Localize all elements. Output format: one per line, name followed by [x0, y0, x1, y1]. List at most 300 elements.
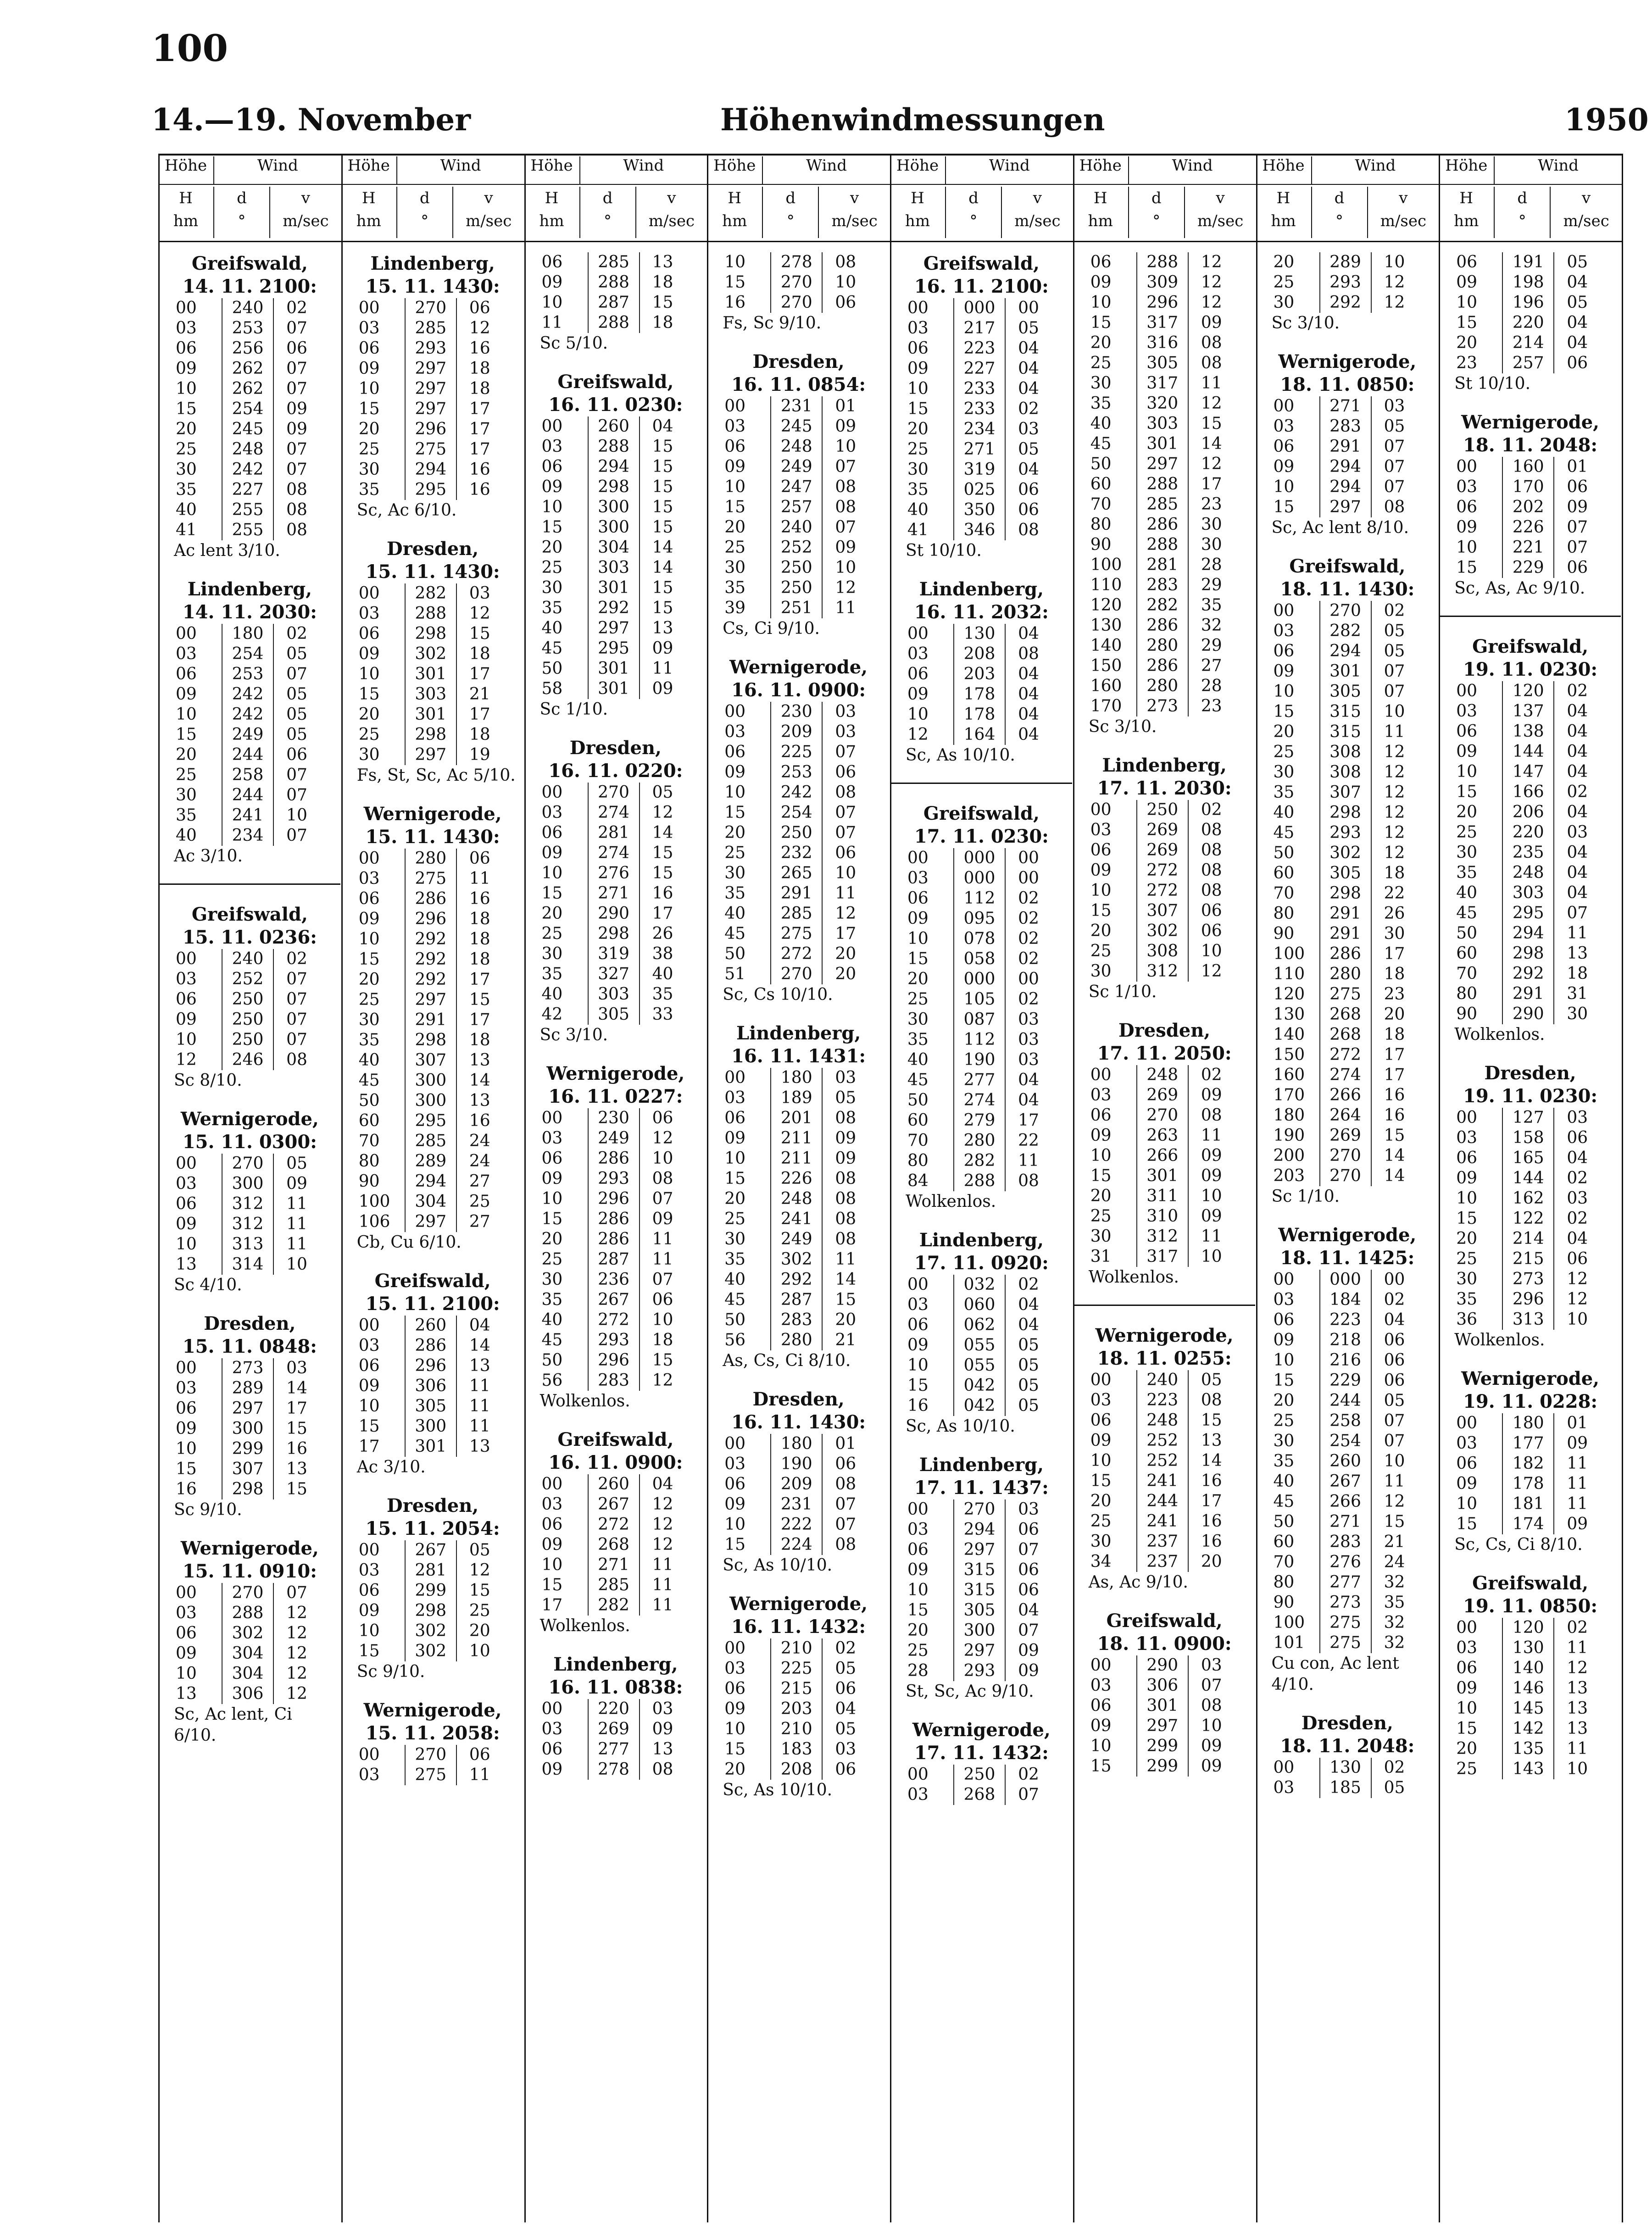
direction-cell: 000: [953, 298, 1005, 318]
direction-cell: 244: [1319, 1391, 1371, 1411]
header-h: H: [1276, 189, 1290, 207]
height-cell: 25: [1456, 1760, 1478, 1778]
height-cell: 06: [176, 339, 197, 358]
direction-cell: 247: [770, 477, 822, 497]
table-row: [1274, 396, 1433, 417]
column-separator: [158, 154, 160, 2222]
cloud-note: Cu con, Ac lent 4/10.: [1271, 1654, 1399, 1694]
table-row: [542, 457, 701, 477]
height-cell: 10: [724, 1515, 746, 1534]
direction-cell: 292: [1319, 293, 1371, 313]
sounding-rows: [1456, 1618, 1615, 1779]
table-row: [359, 929, 518, 950]
height-cell: 03: [358, 319, 380, 338]
direction-cell: 315: [1319, 702, 1371, 722]
height-cell: 10: [1456, 1699, 1478, 1718]
speed-cell: 04: [1005, 379, 1051, 399]
speed-cell: 08: [822, 783, 868, 803]
speed-cell: 04: [1553, 843, 1600, 863]
height-cell: 50: [724, 1311, 746, 1329]
cloud-note: Sc 1/10.: [1271, 1187, 1340, 1206]
direction-cell: 180: [770, 1434, 822, 1454]
direction-cell: 250: [222, 1030, 273, 1050]
speed-cell: 18: [456, 1030, 503, 1050]
header-hoehe: Höhe: [341, 156, 397, 184]
direction-cell: 248: [770, 437, 822, 457]
height-cell: 50: [358, 1091, 380, 1110]
height-cell: 03: [1456, 702, 1478, 721]
speed-cell: 01: [1553, 1413, 1600, 1433]
table-row: [1456, 1494, 1615, 1514]
direction-cell: 112: [953, 1030, 1005, 1050]
direction-cell: 267: [588, 1494, 639, 1515]
height-cell: 09: [907, 1336, 929, 1355]
height-cell: 20: [358, 420, 380, 439]
header-height-unit: [158, 187, 214, 238]
height-cell: 10: [1090, 1451, 1112, 1470]
height-cell: 10: [1090, 1737, 1112, 1755]
height-cell: 09: [1273, 457, 1295, 476]
speed-cell: 19: [456, 745, 503, 765]
direction-cell: 310: [1136, 1206, 1188, 1227]
table-row: [907, 500, 1067, 520]
table-row: [542, 618, 701, 639]
station-date: 18. 11. 0255:: [1097, 1348, 1232, 1369]
height-cell: 06: [358, 889, 380, 908]
table-row: [907, 1030, 1067, 1050]
height-cell: 45: [1090, 434, 1112, 453]
speed-cell: 11: [639, 1595, 686, 1616]
speed-cell: 07: [822, 742, 868, 762]
header-wind: Wind: [989, 156, 1030, 175]
direction-cell: 252: [222, 969, 273, 989]
height-cell: 09: [1456, 1679, 1478, 1698]
speed-cell: 28: [1188, 676, 1235, 696]
direction-cell: 292: [1502, 964, 1553, 984]
table-row: [359, 359, 518, 379]
height-cell: 40: [176, 500, 197, 519]
station-block: [531, 1653, 701, 1780]
speed-cell: 07: [273, 460, 320, 480]
direction-cell: 303: [405, 684, 456, 705]
sounding-rows: [1274, 1270, 1433, 1653]
table-row: [1456, 457, 1615, 477]
block-divider: [1440, 616, 1621, 617]
table-row: [176, 500, 335, 520]
speed-cell: 07: [1553, 903, 1600, 923]
speed-cell: 04: [1553, 701, 1600, 722]
table-row: [907, 1090, 1067, 1111]
speed-cell: 29: [1188, 575, 1235, 595]
speed-cell: 08: [822, 477, 868, 497]
column-separator: [524, 154, 526, 2222]
table-row: [359, 1437, 518, 1457]
sounding-rows: [359, 1540, 518, 1661]
speed-cell: 06: [822, 843, 868, 863]
speed-cell: 13: [639, 1739, 686, 1760]
table-row: [542, 1169, 701, 1189]
station-block: [896, 1719, 1067, 1805]
direction-cell: 272: [770, 944, 822, 964]
speed-cell: 30: [1188, 535, 1235, 555]
table-row: [1456, 762, 1615, 782]
speed-cell: 04: [1553, 722, 1600, 742]
station-name: Greifswald,: [1472, 636, 1589, 657]
direction-cell: 042: [953, 1396, 1005, 1416]
direction-cell: 000: [953, 868, 1005, 889]
height-cell: 10: [176, 1235, 197, 1254]
table-row: [359, 1560, 518, 1581]
table-row: [724, 1108, 884, 1128]
speed-cell: 18: [456, 644, 503, 664]
height-cell: 15: [724, 1740, 746, 1759]
height-cell: 10: [541, 864, 563, 883]
sounding-rows: [176, 949, 335, 1070]
table-row: [907, 989, 1067, 1010]
direction-cell: 286: [1136, 515, 1188, 535]
height-cell: 70: [1456, 964, 1478, 983]
direction-cell: 302: [405, 1641, 456, 1661]
direction-cell: 275: [1319, 1613, 1371, 1633]
station-name: Wernigerode,: [1278, 1224, 1417, 1246]
station-date: 15. 11. 0236:: [182, 927, 317, 948]
header-msec: m/sec: [465, 212, 512, 230]
table-row: [1456, 1209, 1615, 1229]
speed-cell: 09: [822, 538, 868, 558]
height-cell: 40: [724, 904, 746, 923]
height-cell: 06: [1090, 1411, 1112, 1430]
header-msec: m/sec: [1380, 212, 1427, 230]
direction-cell: 283: [1136, 575, 1188, 595]
direction-cell: 293: [405, 339, 456, 359]
table-row: [907, 1560, 1067, 1580]
table-row: [1090, 1370, 1250, 1390]
header-v: v: [850, 189, 859, 207]
table-row: [542, 437, 701, 457]
speed-cell: 09: [1553, 1433, 1600, 1454]
height-cell: 06: [358, 1356, 380, 1375]
speed-cell: 12: [639, 1128, 686, 1149]
speed-cell: 12: [273, 1684, 320, 1704]
speed-cell: 10: [1188, 1186, 1235, 1206]
direction-cell: 280: [1319, 964, 1371, 984]
speed-cell: 09: [822, 1149, 868, 1169]
header-v: v: [667, 189, 676, 207]
station-date: 16. 11. 2032:: [914, 601, 1049, 623]
height-cell: 03: [1273, 1290, 1295, 1309]
cloud-note: Ac 3/10.: [174, 847, 243, 866]
direction-cell: 299: [1136, 1756, 1188, 1777]
table-row: [1090, 800, 1250, 820]
station-name: Lindenberg,: [919, 578, 1044, 600]
header-hoehe: Höhe: [890, 156, 946, 184]
station-block: [348, 1494, 518, 1683]
table-row: [176, 1603, 335, 1623]
height-cell: 50: [541, 659, 563, 678]
direction-cell: 190: [770, 1454, 822, 1474]
speed-cell: 23: [1188, 696, 1235, 716]
table-row: [176, 1050, 335, 1070]
speed-cell: 08: [822, 1229, 868, 1250]
table-row: [1456, 1188, 1615, 1209]
table-row: [1456, 1148, 1615, 1168]
direction-cell: 292: [405, 929, 456, 950]
table-row: [1274, 964, 1433, 984]
speed-cell: 05: [456, 1540, 503, 1560]
speed-cell: 07: [273, 359, 320, 379]
table-row: [176, 705, 335, 725]
table-row: [542, 1555, 701, 1575]
speed-cell: 12: [1188, 454, 1235, 474]
height-cell: 15: [541, 1210, 563, 1228]
cloud-note: As, Cs, Ci 8/10.: [723, 1351, 851, 1370]
station-block: [165, 578, 335, 867]
height-cell: 40: [907, 500, 929, 519]
direction-cell: 209: [770, 1474, 822, 1494]
table-row: [359, 725, 518, 745]
height-cell: 10: [358, 1397, 380, 1416]
height-cell: 03: [724, 1455, 746, 1473]
sounding-rows: [542, 783, 701, 1025]
height-cell: 36: [1456, 1310, 1478, 1329]
speed-cell: 00: [1005, 868, 1051, 889]
station-date: 15. 11. 0300:: [182, 1131, 317, 1153]
table-row: [1090, 961, 1250, 982]
speed-cell: 12: [1371, 783, 1418, 803]
table-row: [359, 318, 518, 339]
speed-cell: 10: [1188, 1247, 1235, 1267]
height-cell: 45: [1456, 904, 1478, 922]
header-wind: Wind: [806, 156, 847, 175]
header-wind: Wind: [1538, 156, 1579, 175]
station-block: [1079, 252, 1250, 738]
height-cell: 20: [1456, 333, 1478, 352]
direction-cell: 298: [588, 477, 639, 497]
table-row: [1090, 535, 1250, 555]
cloud-note: St, Sc, Ac 9/10.: [906, 1682, 1034, 1701]
table-row: [1090, 1186, 1250, 1206]
table-row: [907, 439, 1067, 460]
table-row: [1090, 333, 1250, 353]
table-row: [907, 868, 1067, 889]
station-block: [1079, 1324, 1250, 1593]
station-date: 15. 11. 2058:: [365, 1722, 500, 1744]
height-cell: 03: [1273, 1778, 1295, 1797]
direction-cell: 288: [1136, 474, 1188, 494]
cloud-note: Sc, Ac lent, Ci 6/10.: [174, 1705, 292, 1745]
speed-cell: 17: [1371, 1045, 1418, 1065]
direction-cell: 304: [222, 1664, 273, 1684]
direction-cell: 160: [1502, 457, 1553, 477]
direction-cell: 296: [1136, 293, 1188, 313]
column-header-units: [890, 187, 1073, 238]
table-row: [1274, 1166, 1433, 1186]
direction-cell: 267: [405, 1540, 456, 1560]
table-row: [1274, 803, 1433, 823]
direction-cell: 229: [1502, 558, 1553, 578]
direction-cell: 252: [770, 538, 822, 558]
station-name: Wernigerode,: [729, 1593, 868, 1615]
header-hoehe: Höhe: [524, 156, 580, 184]
speed-cell: 12: [1188, 394, 1235, 414]
header-h: H: [1459, 189, 1474, 207]
direction-cell: 283: [770, 1310, 822, 1330]
sounding-rows: [359, 583, 518, 765]
direction-cell: 274: [953, 1090, 1005, 1111]
height-cell: 03: [724, 722, 746, 741]
table-row: [1274, 1472, 1433, 1492]
height-cell: 20: [176, 745, 197, 764]
speed-cell: 05: [1005, 1376, 1051, 1396]
speed-cell: 11: [639, 1575, 686, 1595]
height-cell: 06: [724, 1475, 746, 1494]
table-row: [176, 379, 335, 399]
height-cell: 00: [1273, 1758, 1295, 1777]
column-header-units: [1439, 187, 1622, 238]
sounding-rows: [1090, 1655, 1250, 1777]
speed-cell: 08: [822, 1169, 868, 1189]
speed-cell: 08: [273, 480, 320, 500]
height-cell: 34: [1090, 1552, 1112, 1571]
table-row: [542, 1350, 701, 1371]
table-row: [724, 783, 884, 803]
speed-cell: 14: [456, 1336, 503, 1356]
direction-cell: 303: [588, 984, 639, 1005]
table-row: [1456, 353, 1615, 373]
height-cell: 06: [724, 437, 746, 456]
height-cell: 03: [358, 1561, 380, 1580]
header-wind: Wind: [1172, 156, 1213, 175]
speed-cell: 05: [1005, 318, 1051, 339]
table-row: [359, 909, 518, 929]
direction-cell: 272: [1319, 1045, 1371, 1065]
speed-cell: 03: [1553, 822, 1600, 843]
speed-cell: 07: [273, 969, 320, 989]
table-row: [1456, 701, 1615, 722]
direction-cell: 274: [588, 843, 639, 863]
direction-cell: 224: [770, 1535, 822, 1555]
speed-cell: 23: [1188, 494, 1235, 515]
speed-cell: 09: [1188, 1146, 1235, 1166]
table-row: [542, 883, 701, 904]
table-row: [724, 883, 884, 904]
cloud-note: Sc, As 10/10.: [723, 1556, 833, 1575]
speed-cell: 08: [639, 1760, 686, 1780]
speed-cell: 10: [1371, 1451, 1418, 1472]
speed-cell: 09: [822, 1128, 868, 1149]
speed-cell: 07: [1371, 437, 1418, 457]
direction-cell: 286: [1319, 944, 1371, 964]
direction-cell: 297: [953, 1540, 1005, 1560]
direction-cell: 283: [1319, 1532, 1371, 1552]
table-row: [907, 460, 1067, 480]
table-row: [907, 889, 1067, 909]
height-cell: 03: [358, 1766, 380, 1784]
speed-cell: 14: [1188, 1451, 1235, 1471]
table-row: [542, 1270, 701, 1290]
table-row: [359, 705, 518, 725]
table-row: [1274, 904, 1433, 924]
direction-cell: 288: [953, 1171, 1005, 1191]
direction-cell: 220: [1502, 822, 1553, 843]
direction-cell: 289: [222, 1378, 273, 1399]
header-height-unit: [707, 187, 763, 238]
speed-cell: 05: [273, 684, 320, 705]
speed-cell: 08: [1188, 333, 1235, 353]
speed-cell: 11: [1553, 1638, 1600, 1658]
height-cell: 00: [1456, 1414, 1478, 1433]
speed-cell: 15: [639, 437, 686, 457]
header-speed: [636, 187, 707, 238]
speed-cell: 08: [822, 1474, 868, 1494]
speed-cell: 09: [1005, 1641, 1051, 1661]
height-cell: 15: [724, 1169, 746, 1188]
height-cell: 45: [1273, 823, 1295, 842]
table-row: [724, 843, 884, 863]
height-cell: 06: [541, 253, 563, 272]
speed-cell: 16: [456, 339, 503, 359]
table-row: [724, 1250, 884, 1270]
height-cell: 15: [176, 1460, 197, 1478]
speed-cell: 06: [1371, 1330, 1418, 1350]
table-row: [176, 1459, 335, 1479]
table-row: [176, 1583, 335, 1603]
height-cell: 00: [907, 1275, 929, 1294]
speed-cell: 27: [1188, 656, 1235, 676]
speed-cell: 35: [639, 984, 686, 1005]
direction-cell: 287: [770, 1290, 822, 1310]
direction-cell: 055: [953, 1335, 1005, 1355]
station-date: 16. 11. 1430:: [731, 1411, 866, 1433]
height-cell: 03: [176, 1604, 197, 1622]
direction-cell: 285: [405, 318, 456, 339]
direction-cell: 244: [1136, 1491, 1188, 1511]
direction-cell: 178: [953, 684, 1005, 705]
direction-cell: 138: [1502, 722, 1553, 742]
direction-cell: 299: [1136, 1736, 1188, 1756]
speed-cell: 14: [456, 1071, 503, 1091]
table-row: [176, 1010, 335, 1030]
speed-cell: 07: [822, 1494, 868, 1515]
table-row: [1090, 1431, 1250, 1451]
table-row: [724, 762, 884, 783]
height-cell: 100: [1273, 1613, 1305, 1632]
direction-cell: 307: [1319, 783, 1371, 803]
header-wind: Wind: [440, 156, 481, 175]
direction-cell: 244: [222, 785, 273, 805]
speed-cell: 11: [1553, 1454, 1600, 1474]
direction-cell: 120: [1502, 681, 1553, 701]
table-row: [359, 990, 518, 1010]
speed-cell: 08: [822, 1209, 868, 1229]
height-cell: 09: [907, 1560, 929, 1579]
speed-cell: 16: [639, 883, 686, 904]
direction-cell: 276: [1319, 1552, 1371, 1572]
speed-cell: 32: [1188, 616, 1235, 636]
height-cell: 25: [541, 924, 563, 943]
speed-cell: 15: [639, 477, 686, 497]
speed-cell: 15: [822, 1290, 868, 1310]
height-cell: 06: [1090, 1696, 1112, 1715]
speed-cell: 35: [1188, 595, 1235, 616]
height-cell: 50: [1090, 455, 1112, 473]
speed-cell: 18: [639, 313, 686, 333]
direction-cell: 298: [1319, 803, 1371, 823]
station-name: Greifswald,: [1106, 1610, 1223, 1632]
height-cell: 40: [358, 1051, 380, 1070]
column-header: [707, 154, 890, 242]
direction-cell: 242: [222, 705, 273, 725]
